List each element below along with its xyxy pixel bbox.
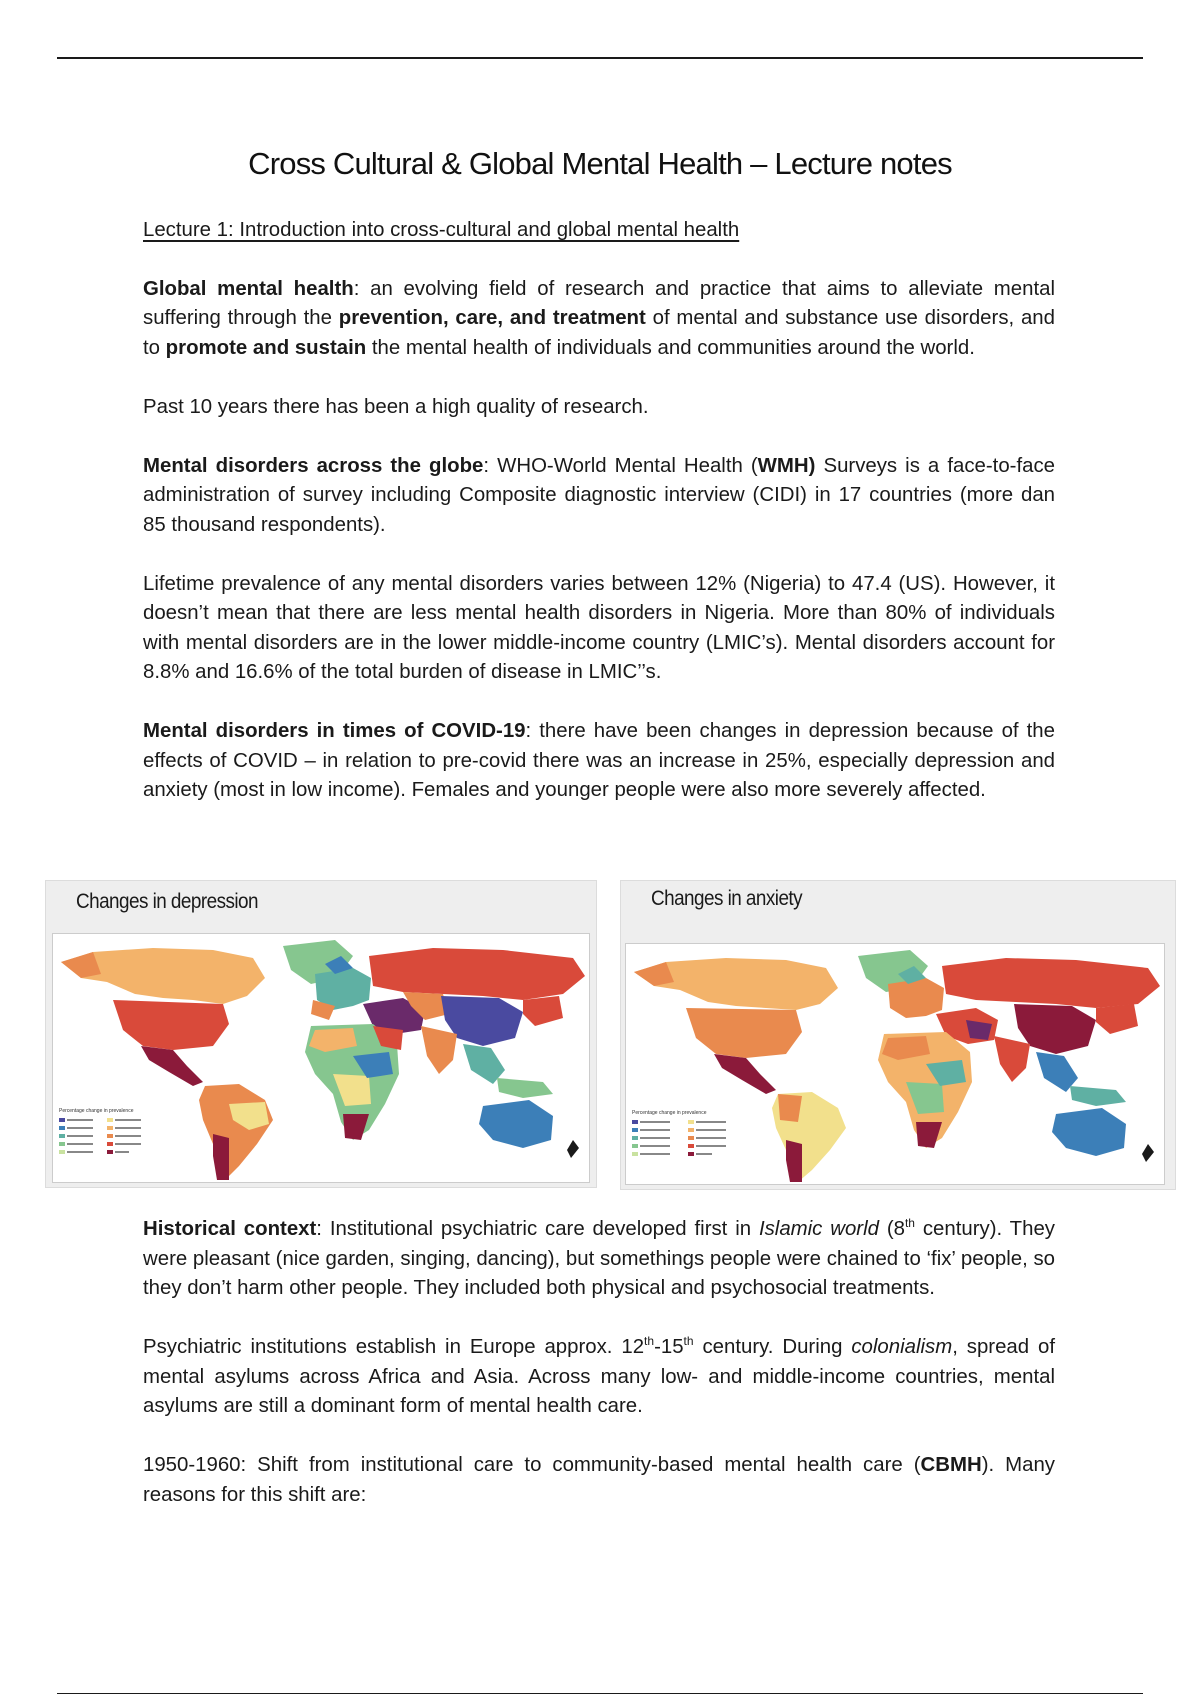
term-islamic-world: Islamic world [758,1218,879,1240]
upper-text-block [143,216,1055,806]
paragraph-global-mental-health: Global mental health: an evolving field of research and practice that aims to alleviate mental suffering through the prevention, care, and treatment of mental and substance use disorders, and to promote and sustain the mental health of individuals and communities around the world. [143,277,1055,359]
paragraph-cbmh-shift: 1950-1960: Shift from institutional care to community-based mental health care (CBMH). Many reasons for this shift are: [143,1454,1055,1506]
term-promote-sustain: promote and sustain [165,336,367,359]
anxiety-map-title: Changes in anxiety [651,887,803,910]
lecture-heading: Lecture 1: Introduction into cross-cultural and global mental health [143,219,740,241]
depression-legend-title: Percentage change in prevalence [59,1108,134,1114]
anxiety-continents [634,950,1160,1182]
top-rule [57,57,1143,59]
term-wmh: WMH) [757,454,816,477]
depression-world-map [53,934,589,1182]
term-global-mental-health: Global mental health [143,277,354,300]
anxiety-legend [632,1110,726,1156]
lower-text-block [143,1215,1055,1510]
depression-map [52,933,590,1183]
anxiety-legend-title: Percentage change in prevalence [632,1110,707,1116]
paragraph-covid: Mental disorders in times of COVID-19: there have been changes in depression because of the effects of COVID – in relation to pre-covid there was an increase in 25%, especially depression and anxiety (most in low income). Females and younger people were also more severely affected. [143,720,1055,801]
term-mental-disorders-globe: Mental disorders across the globe [143,454,484,477]
paragraph-psychiatric-institutions: Psychiatric institutions establish in Europe approx. 12th-15th century. During colonialism, spread of mental asylums across Africa and Asia. Across many low- and middle-income countries, mental asylums are still a dominant form of mental health care. [143,1334,1055,1417]
paragraph-mental-disorders-globe: Mental disorders across the globe: WHO-World Mental Health (WMH) Surveys is a face-to-face administration of survey including Composite diagnostic interview (CIDI) in 17 countries (more dan 85 thousand respondents). [143,454,1055,536]
depression-map-title: Changes in depression [76,890,258,913]
bottom-rule [57,1693,1143,1694]
term-prevention-care-treatment: prevention, care, and treatment [338,307,646,329]
term-cbmh: CBMH [920,1454,982,1476]
term-colonialism: colonialism [851,1336,953,1358]
depression-legend [59,1108,141,1154]
depression-map-panel [45,880,597,1188]
term-covid: Mental disorders in times of COVID-19 [143,720,526,742]
document-title: Cross Cultural & Global Mental Health – Lecture notes [248,146,952,181]
covid-maps-figure [0,880,1200,1190]
paragraph-historical-context: Historical context: Institutional psychiatric care developed first in Islamic world (8th century). They were pleasant (nice garden, singing, dancing), but somethings people were chained to ‘fix’ people, so they don’t harm other people. They included both physical and psychosocial treatments. [143,1216,1055,1299]
term-historical-context: Historical context [143,1218,317,1240]
anxiety-world-map [626,944,1164,1184]
anxiety-map [625,943,1165,1185]
paragraph-research-quality: Past 10 years there has been a high quality of research. [143,395,649,418]
anxiety-map-panel [620,880,1176,1190]
paragraph-lifetime-prevalence: Lifetime prevalence of any mental disorders varies between 12% (Nigeria) to 47.4 (US). However, it doesn’t mean that there are less mental health disorders in Nigeria. More than 80% of individuals with mental disorders are in the lower middle-income country (LMIC’s). Mental disorders account for 8.8% and 16.6% of the total burden of disease in LMIC’’s. [143,572,1055,683]
